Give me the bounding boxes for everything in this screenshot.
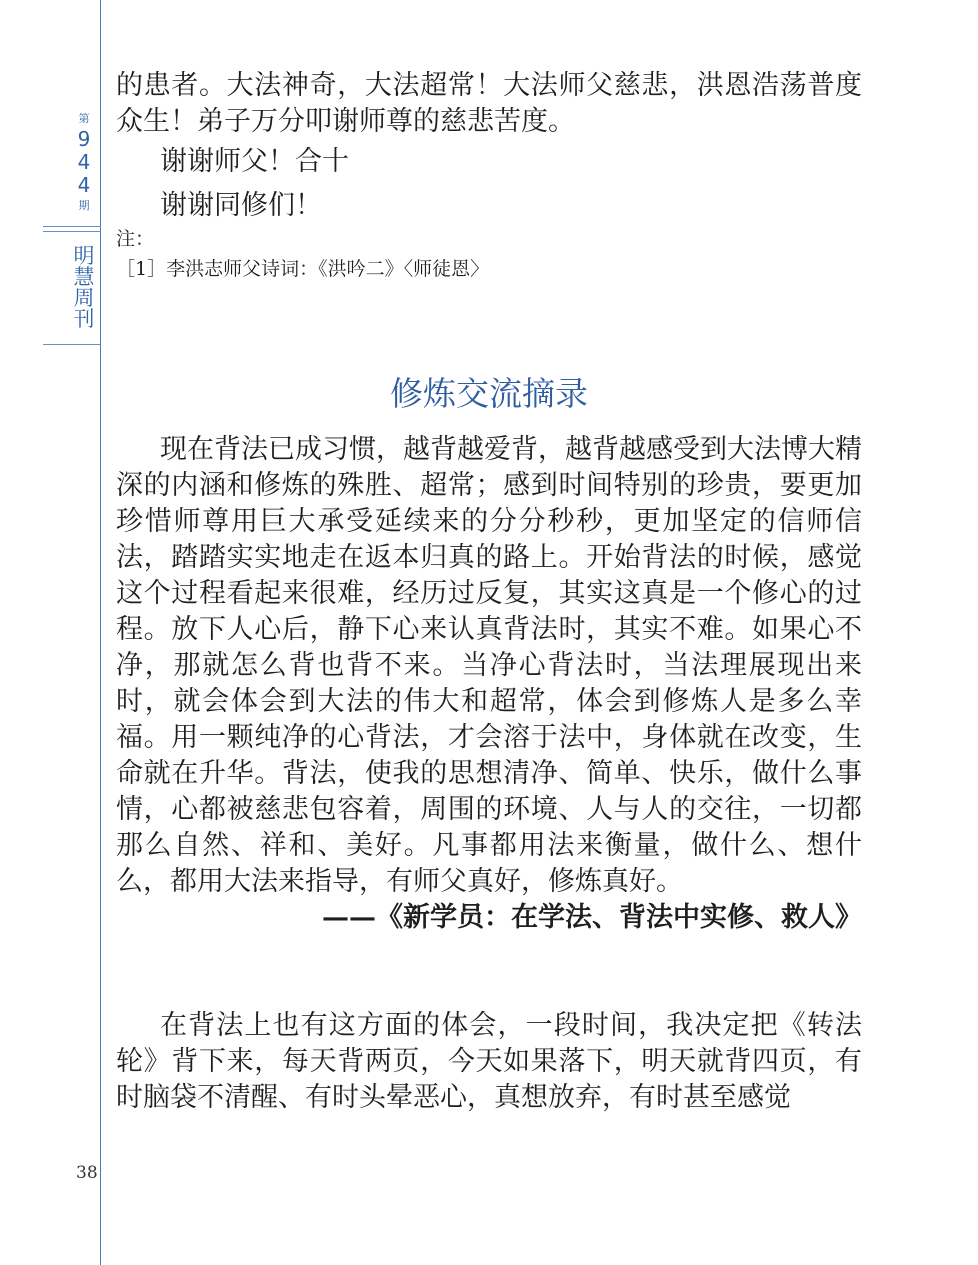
issue-prefix: 第 [78,112,90,125]
article-body [116,68,862,1116]
attribution: ——《新学员：在学法、背法中实修、救人》 [322,902,862,933]
paragraph: 的患者。大法神奇，大法超常！大法师父慈悲，洪恩浩荡普度众生！弟子万分叩谢师尊的慈悲苦度。 [116,70,862,137]
page-number: 38 [76,1163,98,1183]
thanks-line: 谢谢师父！合十 [160,146,349,177]
issue-digit: 9 [77,127,91,151]
excerpt-paragraph: 现在背法已成习惯，越背越爱背，越背越感受到大法博大精深的内涵和修炼的殊胜、超常；感到时间特别的珍贵，要更加珍惜师尊用巨大承受延续来的分分秒秒，更加坚定的信师信法，踏踏实实地走在返本归真的路上。开始背法的时候，感觉这个过程看起来很难，经历过反复，其实这真是一个修心的过程。放下人心后，静下心来认真背法时，其实不难。如果心不净，那就怎么背也背不来。当净心背法时，当法理展现出来时，就会体会到大法的伟大和超常，体会到修炼人是多么幸福。用一颗纯净的心背法，才会溶于法中，身体就在改变，生命就在升华。背法，使我的思想清净、简单、快乐，做什么事情，心都被慈悲包容着，周围的环境、人与人的交往，一切都那么自然、祥和、美好。凡事都用法来衡量，做什么、想什么，都用大法来指导，有师父真好，修炼真好。 [116,434,862,897]
issue-suffix: 期 [78,199,90,212]
thanks-line: 谢谢同修们！ [160,190,322,221]
excerpt-paragraph: 在背法上也有这方面的体会，一段时间，我决定把《转法轮》背下来，每天背两页，今天如果落下，明天就背四页，有时脑袋不清醒、有时头晕恶心，真想放弃，有时甚至感觉 [116,1010,862,1113]
footnote: ［1］李洪志师父诗词：《洪吟二》〈师徒恩〉 [116,258,490,280]
magazine-char: 周 [73,286,95,310]
magazine-char: 刊 [73,307,95,331]
section-title: 修炼交流摘录 [390,374,588,413]
sidebar-divider [43,344,101,345]
magazine-char: 慧 [73,265,95,289]
issue-digit: 4 [77,173,91,197]
sidebar-divider [43,226,101,227]
issue-digit: 4 [77,150,91,174]
magazine-char: 明 [73,244,95,268]
note-label: 注： [116,228,155,250]
issue-number [66,110,102,215]
sidebar-divider [43,231,101,232]
spacer [116,936,862,1008]
magazine-name [64,246,104,330]
